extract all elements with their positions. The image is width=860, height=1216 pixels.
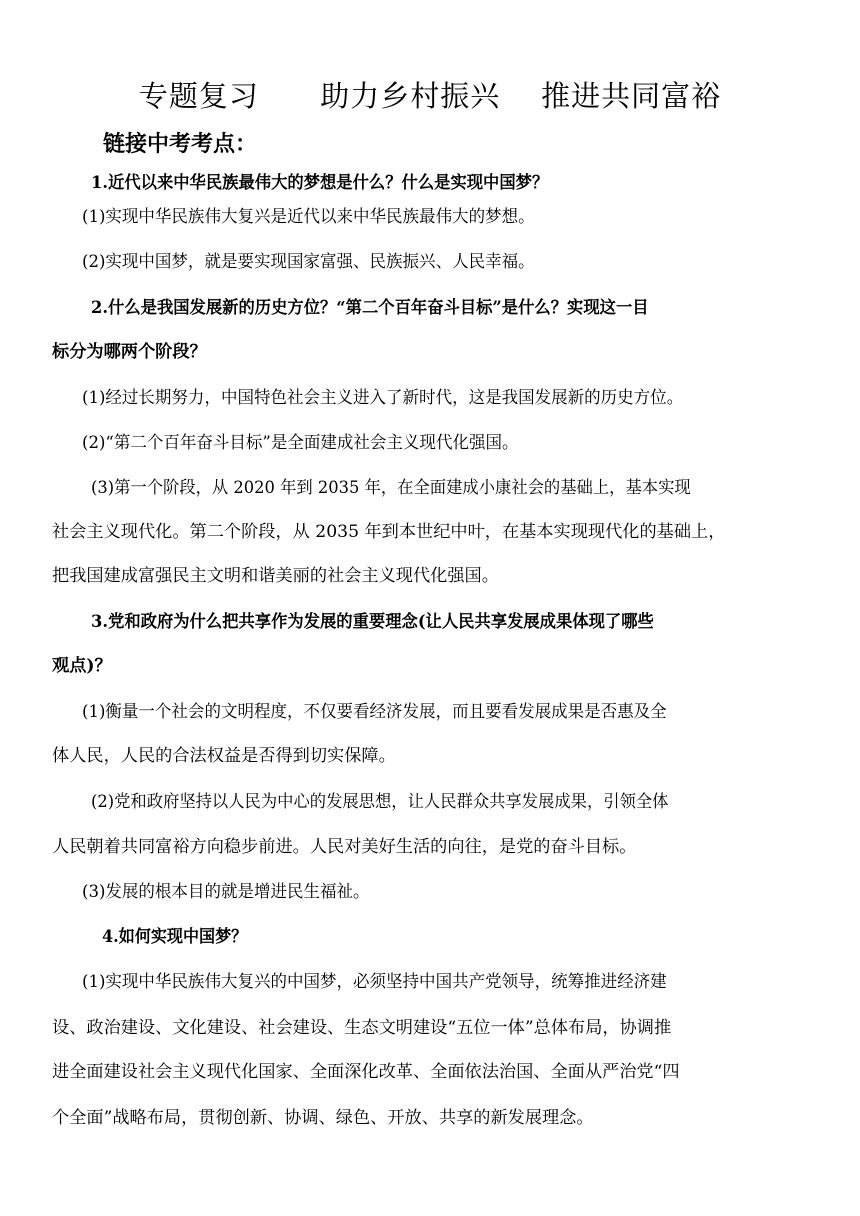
answer-3-2-line-1: (2)党和政府坚持以人民为中心的发展思想，让人民群众共享发展成果，引领全体 xyxy=(91,792,669,812)
answer-3-1-line-1: (1)衡量一个社会的文明程度，不仅要看经济发展，而且要看发展成果是否惠及全 xyxy=(82,702,667,722)
answer-4-1-line-1: (1)实现中华民族伟大复兴的中国梦，必须坚持中国共产党领导，统筹推进经济建 xyxy=(82,972,667,992)
answer-1-2: (2)实现中国梦，就是要实现国家富强、民族振兴、人民幸福。 xyxy=(82,252,535,272)
answer-2-2: (2)“第二个百年奋斗目标”是全面建成社会主义现代化强国。 xyxy=(82,433,519,453)
answer-3-3: (3)发展的根本目的就是增进民生福祉。 xyxy=(82,882,370,902)
question-2-line-2: 标分为哪两个阶段？ xyxy=(52,342,207,362)
question-4: 4.如何实现中国梦？ xyxy=(102,927,248,947)
title-part-3: 推进共同富裕 xyxy=(541,79,722,113)
page-title xyxy=(0,76,860,116)
answer-2-3-line-2: 社会主义现代化。第二个阶段，从 2035 年到本世纪中叶，在基本实现现代化的基础上， xyxy=(52,522,726,542)
answer-3-2-line-2: 人民朝着共同富裕方向稳步前进。人民对美好生活的向往，是党的奋斗目标。 xyxy=(52,837,637,857)
question-3-line-2: 观点)？ xyxy=(52,656,112,676)
section-subheading: 链接中考考点： xyxy=(103,132,258,157)
question-3-line-1: 3.党和政府为什么把共享作为发展的重要理念(让人民共享发展成果体现了哪些 xyxy=(91,612,654,632)
answer-4-1-line-3: 进全面建设社会主义现代化国家、全面深化改革、全面依法治国、全面从严治党“四 xyxy=(52,1062,680,1082)
title-part-2: 助力乡村振兴 xyxy=(320,79,501,113)
answer-4-1-line-2: 设、政治建设、文化建设、社会建设、生态文明建设“五位一体”总体布局，协调推 xyxy=(52,1018,672,1038)
answer-3-1-line-2: 体人民，人民的合法权益是否得到切实保障。 xyxy=(52,746,396,766)
title-part-1: 专题复习 xyxy=(138,79,259,113)
question-1: 1.近代以来中华民族最伟大的梦想是什么？什么是实现中国梦？ xyxy=(91,173,549,193)
answer-1-1: (1)实现中华民族伟大复兴是近代以来中华民族最伟大的梦想。 xyxy=(82,207,535,227)
answer-2-3-line-3: 把我国建成富强民主文明和谐美丽的社会主义现代化强国。 xyxy=(52,566,499,586)
answer-2-3-line-1: (3)第一个阶段，从 2020 年到 2035 年，在全面建成小康社会的基础上，基本实现 xyxy=(91,478,691,498)
question-2-line-1: 2.什么是我国发展新的历史方位？“第二个百年奋斗目标”是什么？实现这一目 xyxy=(91,298,649,318)
answer-4-1-line-4: 个全面”战略布局，贯彻创新、协调、绿色、开放、共享的新发展理念。 xyxy=(52,1108,594,1128)
answer-2-1: (1)经过长期努力，中国特色社会主义进入了新时代，这是我国发展新的历史方位。 xyxy=(82,388,684,408)
